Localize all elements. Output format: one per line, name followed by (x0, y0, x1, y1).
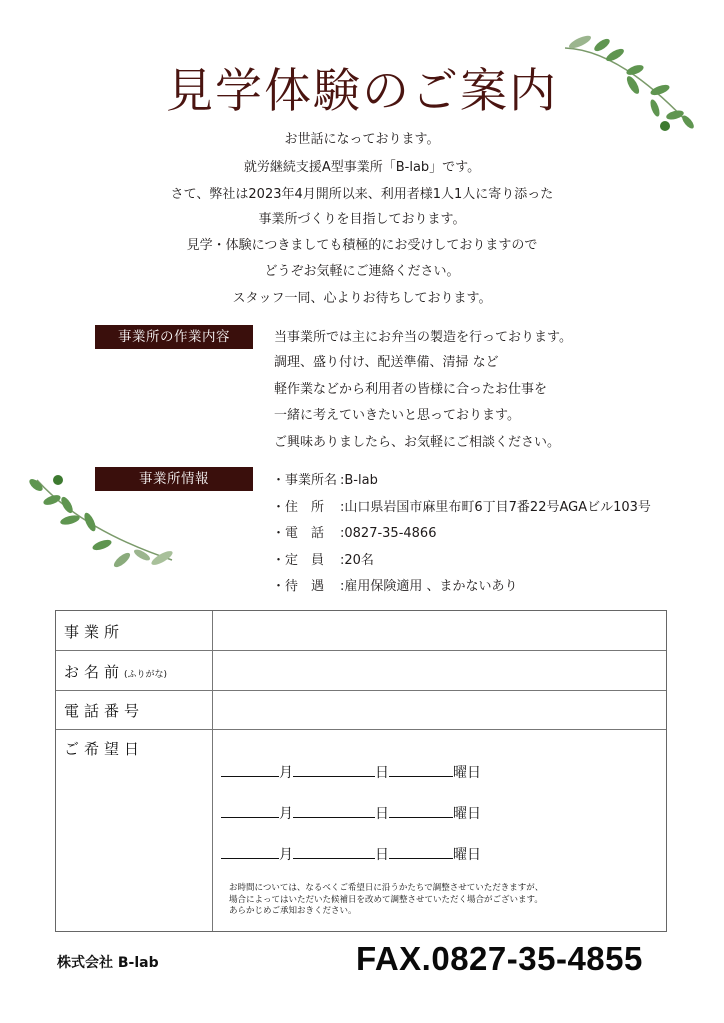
info-value: :20名 (340, 553, 374, 568)
work-section-label: 事業所の作業内容 (95, 325, 253, 349)
info-row-phone (272, 525, 436, 542)
intro-line: どうぞお気軽にご連絡ください。 (264, 264, 460, 279)
work-line: 当事業所では主にお弁当の製造を行っております。 (274, 330, 572, 345)
schedule-note (229, 883, 543, 918)
intro-line: スタッフ一同、心よりお待ちしております。 (232, 291, 492, 306)
page-title: 見学体験のご案内 (166, 64, 558, 119)
info-key: ・事業所名 (272, 473, 338, 488)
day-label: 日 (375, 847, 389, 863)
intro-line: 見学・体験につきましても積極的にお受けしておりますので (186, 238, 538, 253)
month-label: 月 (279, 806, 293, 822)
day-label: 日 (375, 806, 389, 822)
info-row-capacity (272, 552, 374, 569)
weekday-label: 曜日 (453, 847, 481, 863)
weekday-label: 曜日 (453, 806, 481, 822)
name-furigana-note: (ふりがな) (124, 670, 168, 680)
work-line: 一緒に考えていきたいと思っております。 (274, 408, 520, 423)
name-label (64, 661, 167, 682)
info-key: ・電 話 (272, 526, 325, 541)
day-label: 日 (375, 765, 389, 781)
info-key: ・住 所 (272, 500, 325, 515)
intro-line: さて、弊社は2023年4月開所以来、利用者様1人1人に寄り添った (170, 187, 554, 202)
info-key: ・待 遇 (272, 579, 325, 594)
info-value: :B-lab (340, 473, 378, 488)
weekday-label: 曜日 (453, 765, 481, 781)
name-label-text: お名前 (64, 663, 125, 681)
info-row-name (272, 472, 378, 489)
work-line: 軽作業などから利用者の皆様に合ったお仕事を (274, 382, 548, 397)
info-value: :雇用保険適用 、まかないあり (340, 579, 518, 594)
office-label: 事業所 (64, 623, 125, 641)
date-choice-3[interactable] (221, 844, 481, 864)
note-line: お時間については、なるべくご希望日に沿うかたちで調整させていただきますが、 (229, 883, 544, 893)
intro-line: お世話になっております。 (284, 132, 440, 147)
date-choice-1[interactable] (221, 762, 481, 782)
application-form (55, 610, 667, 932)
info-value: :山口県岩国市麻里布町6丁目7番22号AGAビル103号 (340, 500, 651, 515)
form-row-office[interactable] (56, 611, 666, 651)
fax-number: FAX.0827-35-4855 (356, 940, 643, 977)
note-line: 場合によってはいただいた候補日を改めて調整させていただく場合がございます。 (229, 894, 543, 905)
info-row-address (272, 499, 651, 516)
work-line: ご興味ありましたら、お気軽にご相談ください。 (274, 435, 561, 450)
note-line: あらかじめご承知おきください。 (229, 906, 357, 916)
month-label: 月 (279, 765, 293, 781)
work-line: 調理、盛り付け、配送準備、清掃 など (274, 355, 499, 370)
info-row-benefits (272, 578, 518, 595)
info-section-label: 事業所情報 (95, 467, 253, 491)
phone-label: 電話番号 (64, 702, 145, 720)
info-key: ・定 員 (272, 553, 325, 568)
month-label: 月 (279, 847, 293, 863)
intro-line: 事業所づくりを目指しております。 (258, 212, 466, 227)
form-row-phone[interactable] (56, 691, 666, 730)
date-label: ご希望日 (64, 740, 145, 758)
company-name: 株式会社 B-lab (57, 955, 159, 971)
form-row-name[interactable] (56, 651, 666, 691)
info-value: :0827-35-4866 (340, 526, 437, 541)
date-choice-2[interactable] (221, 803, 481, 823)
intro-line: 就労継続支援A型事業所「B-lab」です。 (243, 160, 481, 175)
